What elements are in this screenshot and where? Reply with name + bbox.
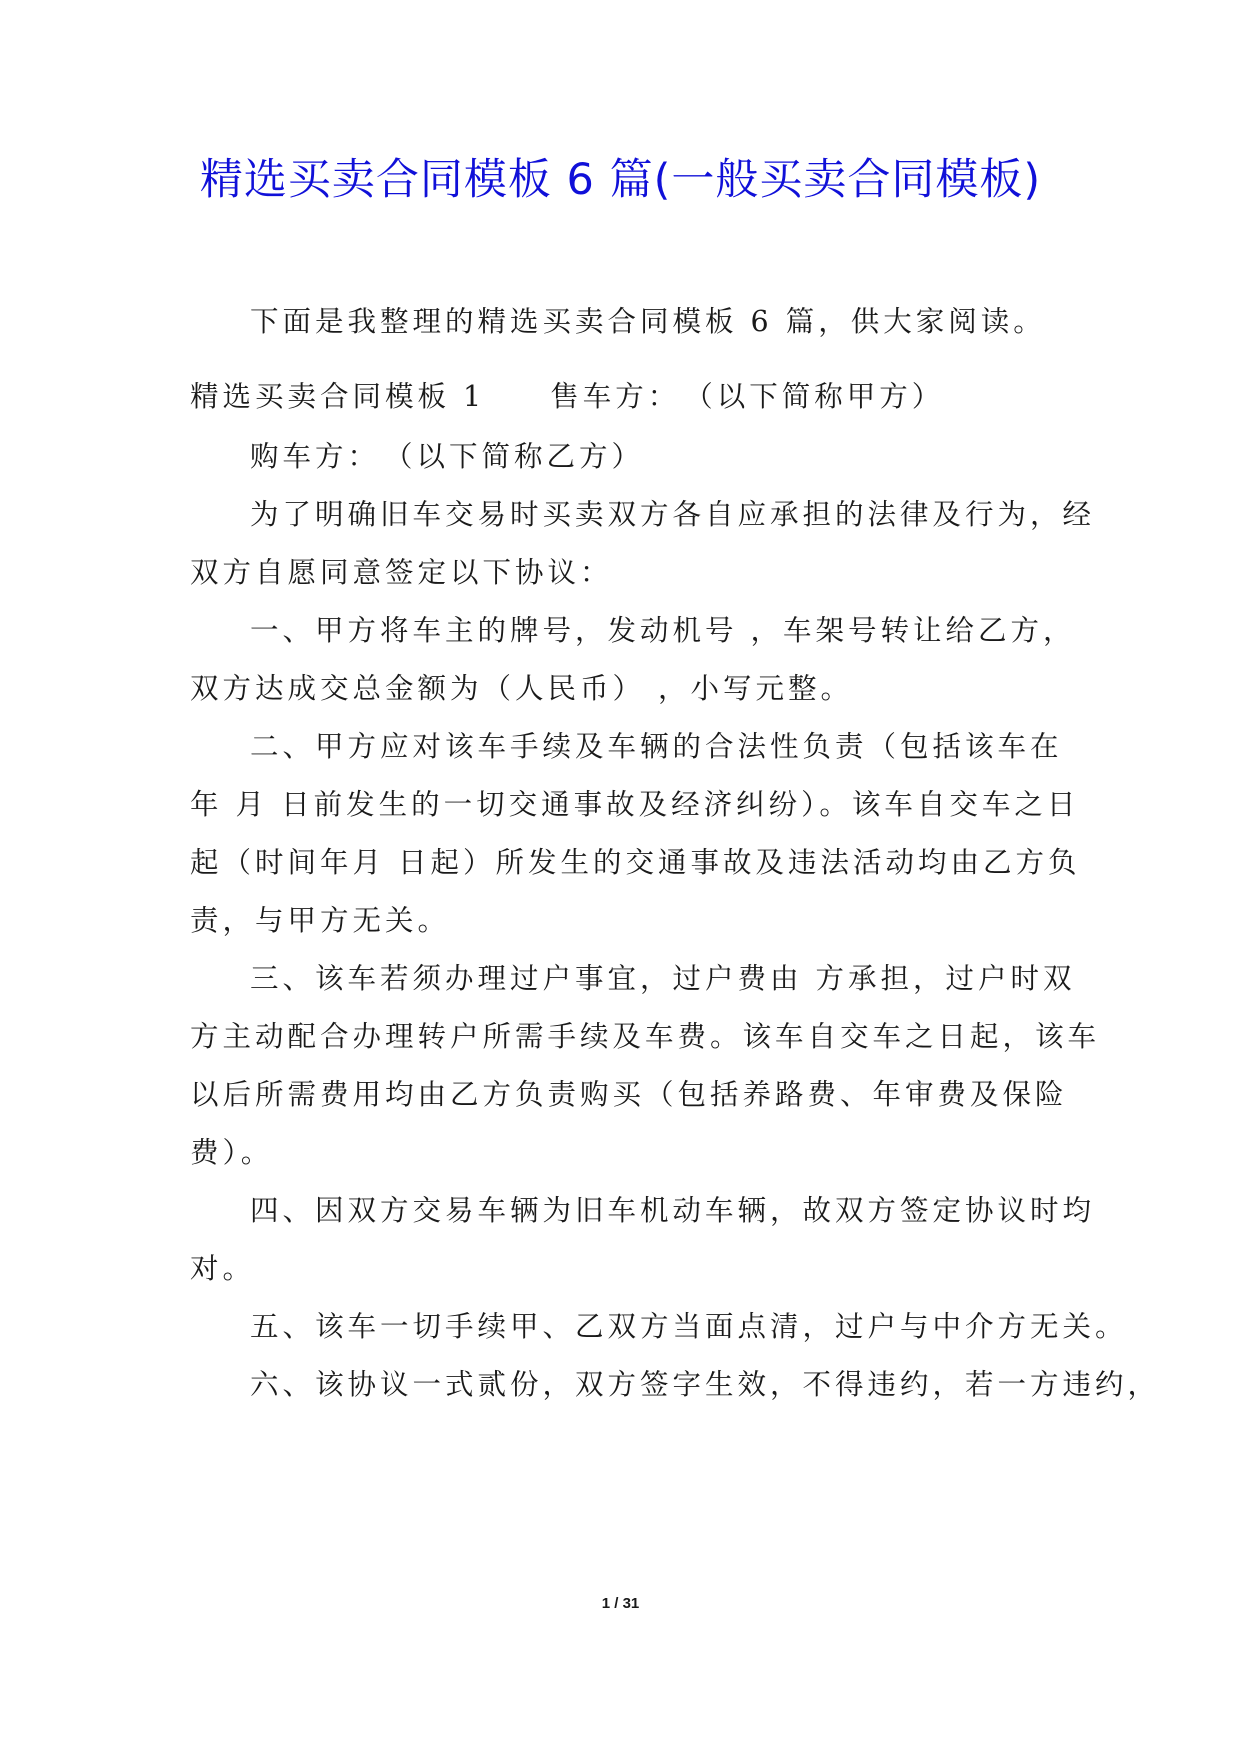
clause-3-line: 三、该车若须办理过户事宜，过户费由 方承担，过户时双 bbox=[250, 962, 1076, 995]
clause-3-line: 方主动配合办理转户所需手续及车费。该车自交车之日起，该车 bbox=[190, 1020, 1101, 1053]
clause-6-line: 六、该协议一式贰份，双方签字生效，不得违约，若一方违约， bbox=[250, 1368, 1161, 1401]
clause-5-line: 五、该车一切手续甲、乙双方当面点清，过户与中介方无关。 bbox=[250, 1310, 1128, 1343]
clause-2-line: 二、甲方应对该车手续及车辆的合法性负责（包括该车在 bbox=[250, 730, 1063, 763]
clause-3-line: 以后所需费用均由乙方负责购买（包括养路费、年审费及保险 bbox=[190, 1078, 1068, 1111]
clause-2-line: 起（时间年月 日起）所发生的交通事故及违法活动均由乙方负 bbox=[190, 846, 1081, 879]
clause-2-line: 年 月 日前发生的一切交通事故及经济纠纷）。该车自交车之日 bbox=[190, 788, 1080, 821]
contract-heading-line: 精选买卖合同模板 1 售车方： （以下简称甲方） bbox=[190, 380, 945, 413]
intro-paragraph: 下面是我整理的精选买卖合同模板 6 篇，供大家阅读。 bbox=[250, 305, 1046, 338]
clause-4-line: 四、因双方交易车辆为旧车机动车辆，故双方签定协议时均 bbox=[250, 1194, 1096, 1227]
clause-1-line: 一、甲方将车主的牌号，发动机号 ，车架号转让给乙方， bbox=[250, 614, 1076, 647]
page-number: 1 / 31 bbox=[601, 1595, 640, 1612]
clause-3-line: 费）。 bbox=[190, 1136, 274, 1169]
clause-1-line: 双方达成交总金额为（人民币） ，小写元整。 bbox=[190, 672, 854, 705]
body-line: 为了明确旧车交易时买卖双方各自应承担的法律及行为，经 bbox=[250, 498, 1096, 531]
document-title: 精选买卖合同模板 6 篇(一般买卖合同模板) bbox=[199, 155, 1042, 205]
buyer-line: 购车方： （以下简称乙方） bbox=[250, 440, 645, 473]
body-line: 双方自愿同意签定以下协议： bbox=[190, 556, 613, 589]
clause-4-line: 对。 bbox=[190, 1252, 256, 1285]
clause-2-line: 责，与甲方无关。 bbox=[190, 904, 451, 937]
